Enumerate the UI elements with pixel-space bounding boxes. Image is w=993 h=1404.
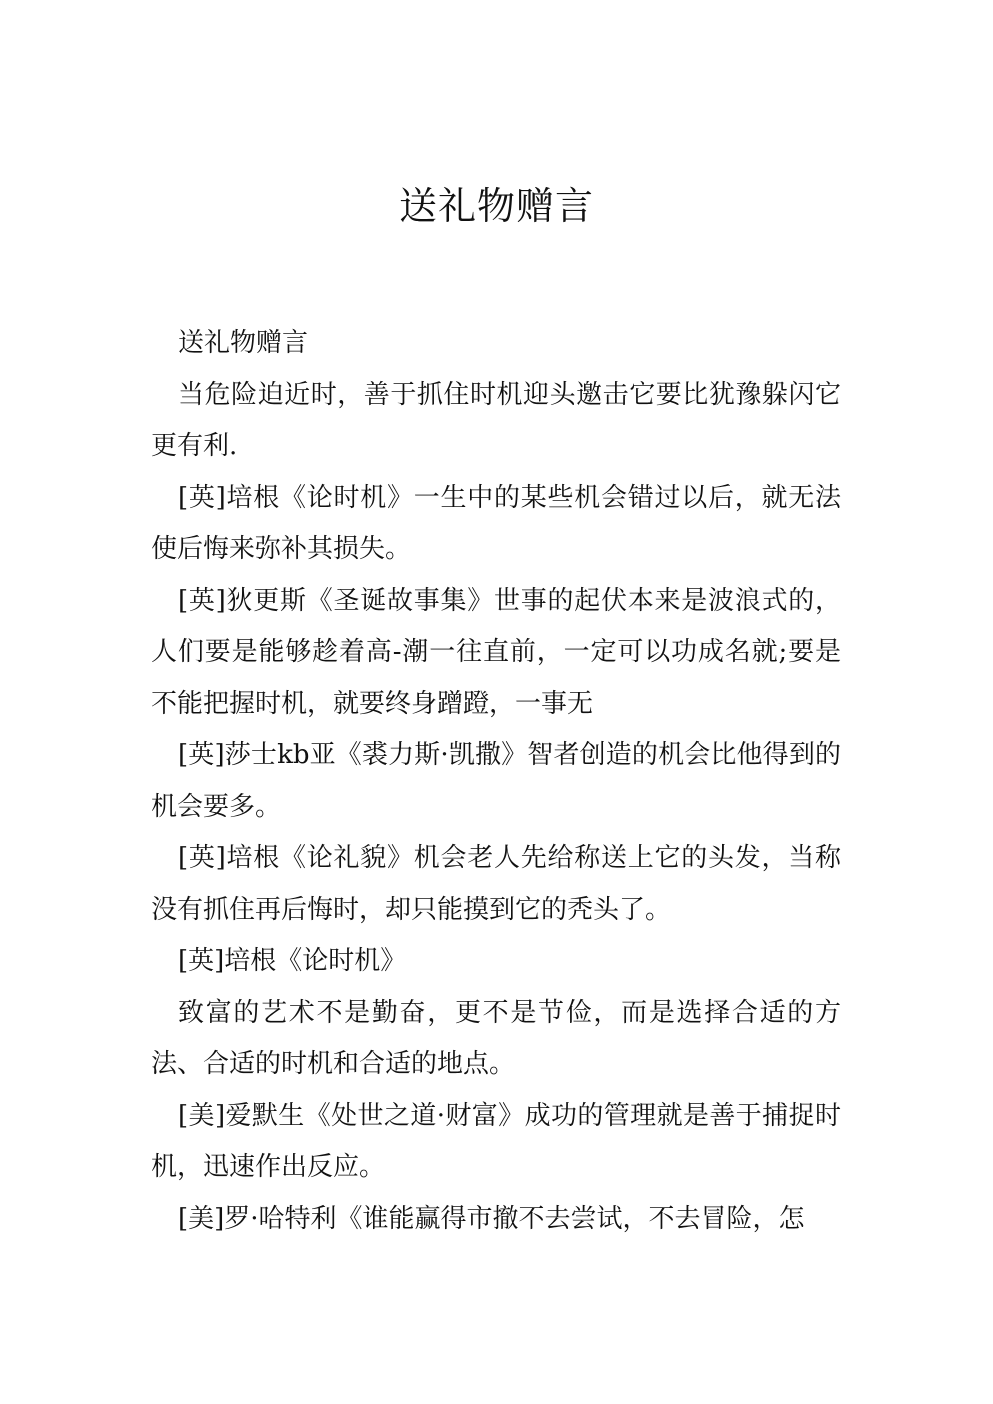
document-title: 送礼物赠言 bbox=[398, 184, 594, 228]
paragraph: [英]狄更斯《圣诞故事集》世事的起伏本来是波浪式的，人们要是能够趁着高-潮一往直前，一定可以功成名就;要是不能把握时机，就要终身蹭蹬，一事无 bbox=[151, 585, 841, 719]
paragraph: [美]爱默生《处世之道·财富》成功的管理就是善于捕捉时机，迅速作出反应。 bbox=[151, 1100, 841, 1182]
paragraph: [英]培根《论时机》一生中的某些机会错过以后，就无法使后悔来弥补其损失。 bbox=[151, 482, 841, 564]
paragraph: [英]培根《论礼貌》机会老人先给称送上它的头发，当称没有抓住再后悔时，却只能摸到它的秃头了。 bbox=[151, 843, 841, 925]
paragraph: 当危险迫近时，善于抓住时机迎头邀击它要比犹豫躲闪它更有利. bbox=[151, 379, 841, 461]
paragraph: [英]莎士kb亚《裘力斯·凯撒》智者创造的机会比他得到的机会要多。 bbox=[151, 740, 841, 822]
document-body bbox=[151, 318, 841, 1245]
paragraph: [英]培根《论时机》 bbox=[178, 946, 407, 976]
paragraph: 致富的艺术不是勤奋，更不是节俭，而是选择合适的方法、合适的时机和合适的地点。 bbox=[151, 997, 841, 1079]
paragraph-heading: 送礼物赠言 bbox=[178, 328, 309, 358]
paragraph: [美]罗·哈特利《谁能赢得市撤不去尝试，不去冒险，怎 bbox=[178, 1203, 805, 1234]
